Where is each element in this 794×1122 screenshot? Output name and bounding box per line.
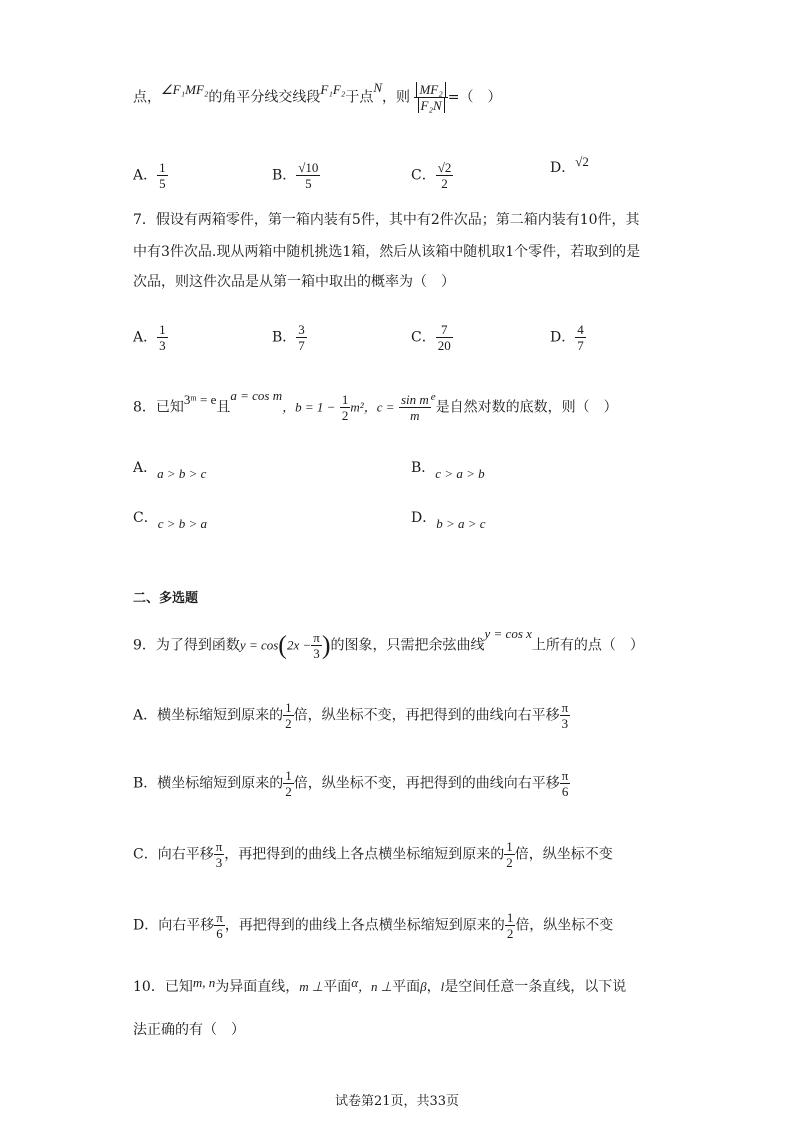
q8-stem: 8．已知3ᵐ = e且a = cos m，b = 1 − $\frac{1}{2}$ m²，c = $\frac{\text{sin m}}{m}$ $^e$是自然对数的底数，则（ ） — [133, 387, 618, 423]
q8-option-c[interactable]: C．c > b > a — [133, 510, 208, 531]
q6-option-a[interactable]: A． $\frac{1}{5}$ — [133, 160, 166, 191]
q6-option-b[interactable]: B． $\frac{√10}{5}$ — [272, 160, 319, 191]
q6-option-d[interactable]: D．√2 — [550, 154, 589, 176]
q10-line2: 法正确的有（ ） — [133, 1022, 245, 1038]
q8-option-a[interactable]: A．a > b > c — [133, 460, 207, 481]
q7-option-b[interactable]: B． $\frac{3}{7}$ — [272, 322, 305, 353]
q10-line1: 10．已知m, n为异面直线，m ⊥平面α，n ⊥平面β，l是空间任意一条直线，以下说 — [133, 975, 627, 995]
q6-stem: 点，∠F₁MF₂的角平分线交线段F₁F₂于点N，则 $\frac{\text{MF₂}}{\text{F₂N}}$ =（ ） — [133, 79, 502, 113]
q7-line2: 中有3件次品.现从两箱中随机挑选1箱，然后从该箱中随机取1个零件，若取到的是 — [133, 244, 641, 260]
q7-line1: 7．假设有两箱零件，第一箱内装有5件，其中有2件次品；第二箱内装有10件，其 — [133, 212, 640, 228]
q7-option-d[interactable]: D． $\frac{4}{7}$ — [550, 322, 584, 353]
section-title: 二、多选题 — [133, 591, 199, 606]
q6-option-c[interactable]: C． $\frac{√2}{2}$ — [411, 160, 452, 191]
q9-option-b[interactable]: B．横坐标缩短到原来的 $\frac{1}{2}$ 倍，纵坐标不变，再把得到的曲线向右平移 $\frac{\pi}{6}$ — [133, 768, 569, 799]
q7-line3: 次品，则这件次品是从第一箱中取出的概率为（ ） — [133, 274, 455, 290]
q9-option-d[interactable]: D．向右平移 $\frac{\pi}{6}$ ，再把得到的曲线上各点横坐标缩短到原来的 $\frac{1}{2}$ 倍，纵坐标不变 — [133, 910, 614, 941]
q9-option-a[interactable]: A．横坐标缩短到原来的 $\frac{1}{2}$ 倍，纵坐标不变，再把得到的曲线向右平移 $\frac{\pi}{3}$ — [133, 700, 569, 731]
q7-option-a[interactable]: A． $\frac{1}{3}$ — [133, 322, 166, 353]
q9-stem: 9．为了得到函数y = cos(2x − $\frac{\pi}{3}$ )的图象，只需把余弦曲线y = cos x上所有的点（ ） — [133, 625, 644, 661]
q6-ratio: $\frac{\text{MF₂}}{\text{F₂N}}$ — [414, 82, 447, 113]
page-footer: 试卷第21页，共33页 — [334, 1094, 460, 1109]
q9-option-c[interactable]: C．向右平移 $\frac{\pi}{3}$ ，再把得到的曲线上各点横坐标缩短到原来的 $\frac{1}{2}$ 倍，纵坐标不变 — [133, 839, 613, 870]
q8-option-d[interactable]: D．b > a > c — [411, 510, 486, 531]
q7-option-c[interactable]: C． $\frac{7}{20}$ — [411, 322, 451, 353]
q8-option-b[interactable]: B．c > a > b — [411, 460, 485, 481]
